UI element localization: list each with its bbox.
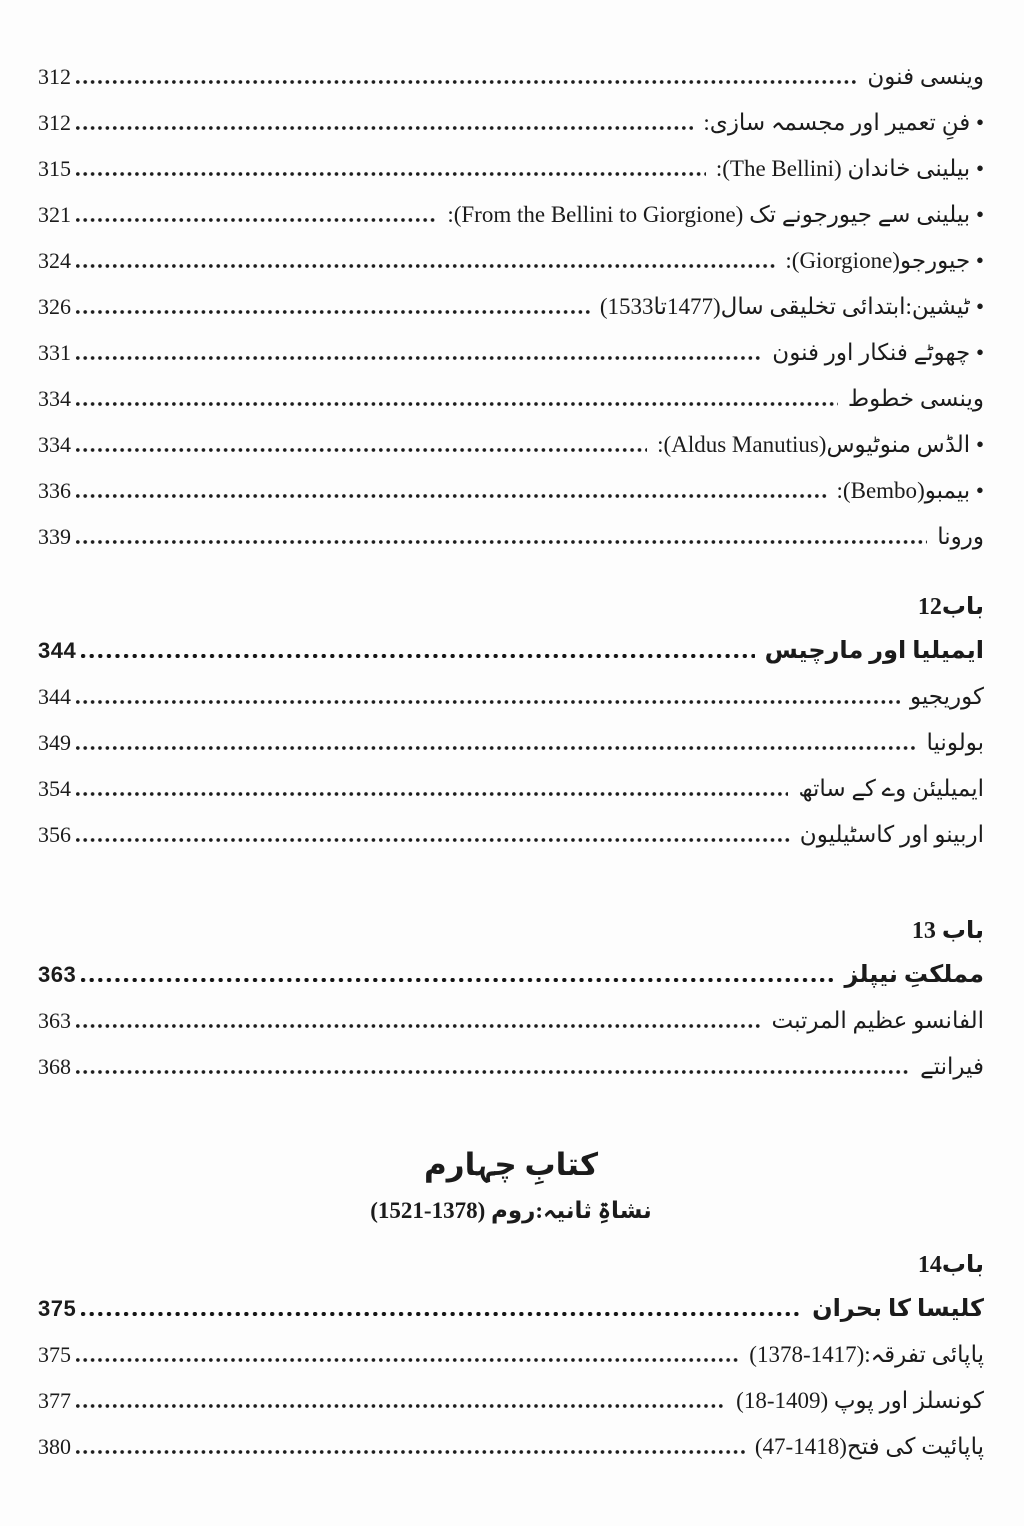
toc-entry-title: اربینو اور کاسٹیلیون [799,822,984,847]
dot-leader [76,1024,762,1028]
dot-leader [76,700,900,704]
toc-entry-title: مملکتِ نیپلز [844,962,984,988]
page-number: 334 [38,386,71,411]
dot-leader [76,448,647,452]
dot-leader [76,540,927,544]
toc-row [38,1424,984,1470]
dot-leader [76,1358,739,1362]
page-number: 321 [38,202,71,227]
toc-entry-title: کونسلز اور پوپ (1409-18) [736,1388,984,1413]
dot-leader [76,402,838,406]
toc-row [38,376,984,422]
toc-entry-title: • ٹیشین:ابتدائی تخلیقی سال(1477تا1533) [599,294,984,319]
toc-row [38,1332,984,1378]
toc-entry-title: فیرانتے [920,1054,984,1079]
page-number: 363 [38,962,77,987]
dot-leader [76,218,437,222]
toc-row [38,192,984,238]
dot-leader [81,1312,802,1316]
toc-row [38,998,984,1044]
page-number: 354 [38,776,71,801]
toc-row [38,952,984,998]
toc-row [38,284,984,330]
toc-row [38,674,984,720]
dot-leader [76,494,827,498]
toc-row [38,422,984,468]
dot-leader [76,838,790,842]
dot-leader [76,126,693,130]
toc-entry-title: • بیلینی خاندان (The Bellini): [715,156,984,181]
dot-leader [76,172,706,176]
toc-entry-title: • الڈس منوٹیوس(Aldus Manutius): [657,432,984,457]
page-number: 344 [38,638,77,663]
toc-entry-title: ایمیلیئن وے کے ساتھ [798,776,984,801]
dot-leader [81,978,834,982]
page-number: 380 [38,1434,71,1459]
toc-entry-title: • بیلینی سے جیورجونے تک (From the Bellini to Giorgione): [447,202,984,227]
toc-row [38,1378,984,1424]
page-number: 315 [38,156,71,181]
page-number: 377 [38,1388,71,1413]
toc-entry-title: • چھوٹے فنکار اور فنون [772,340,984,365]
page-number: 334 [38,432,71,457]
dot-leader [76,310,590,314]
toc-row [38,330,984,376]
toc-row [38,514,984,560]
page-number: 312 [38,110,71,135]
page-number: 324 [38,248,71,273]
page-number: 344 [38,684,71,709]
chapter-13-heading: باب 13 [911,918,984,944]
toc-entry-title: وینسی فنون [867,64,984,89]
toc-entry-title: • بیمبو(Bembo): [836,478,984,503]
page-number: 339 [38,524,71,549]
toc-entry-title: • فنِ تعمیر اور مجسمہ سازی: [703,110,984,135]
page-number: 375 [38,1296,77,1321]
toc-row [38,54,984,100]
toc-row [38,100,984,146]
page-number: 331 [38,340,71,365]
dot-leader [76,1450,745,1454]
toc-row [38,146,984,192]
page-number: 312 [38,64,71,89]
page-number: 363 [38,1008,71,1033]
page-number: 336 [38,478,71,503]
dot-leader [76,80,857,84]
toc-entry-title: بولونیا [926,730,984,755]
dot-leader [76,1070,910,1074]
page-number: 368 [38,1054,71,1079]
dot-leader [76,746,916,750]
toc-entry-title: وینسی خطوط [847,386,984,411]
toc-entry-title: کوریجیو [909,684,984,709]
book-four-subtitle: نشاۃِ ثانیہ:روم (1378-1521) [370,1198,652,1223]
toc-entry-title: ورونا [937,524,984,549]
page-number: 375 [38,1342,71,1367]
toc-row [38,766,984,812]
dot-leader [81,654,754,658]
toc-row [38,1044,984,1090]
toc-row [38,238,984,284]
toc-entry-title: کلیسا کا بحران [812,1296,984,1322]
chapter-14-heading: باب14 [917,1252,984,1278]
toc-row [38,812,984,858]
toc-row [38,468,984,514]
toc-row [38,628,984,674]
toc-entry-title: پاپائی تفرقہ:(1417-1378) [749,1342,984,1367]
page-number: 349 [38,730,71,755]
dot-leader [76,1404,726,1408]
chapter-12-heading: باب12 [917,594,984,620]
toc-row [38,720,984,766]
toc-entry-title: پاپائیت کی فتح(1418-47) [754,1434,984,1459]
toc-row [38,1286,984,1332]
toc-entry-title: الفانسو عظیم المرتبت [771,1008,984,1033]
page-number: 356 [38,822,71,847]
book-four-title: کتابِ چہارم [424,1147,598,1182]
toc-entry-title: ایمیلیا اور مارچیس [764,638,984,664]
dot-leader [76,356,762,360]
dot-leader [76,264,775,268]
page-number: 326 [38,294,71,319]
toc-entry-title: • جیورجو(Giorgione): [785,248,984,273]
dot-leader [76,792,788,796]
